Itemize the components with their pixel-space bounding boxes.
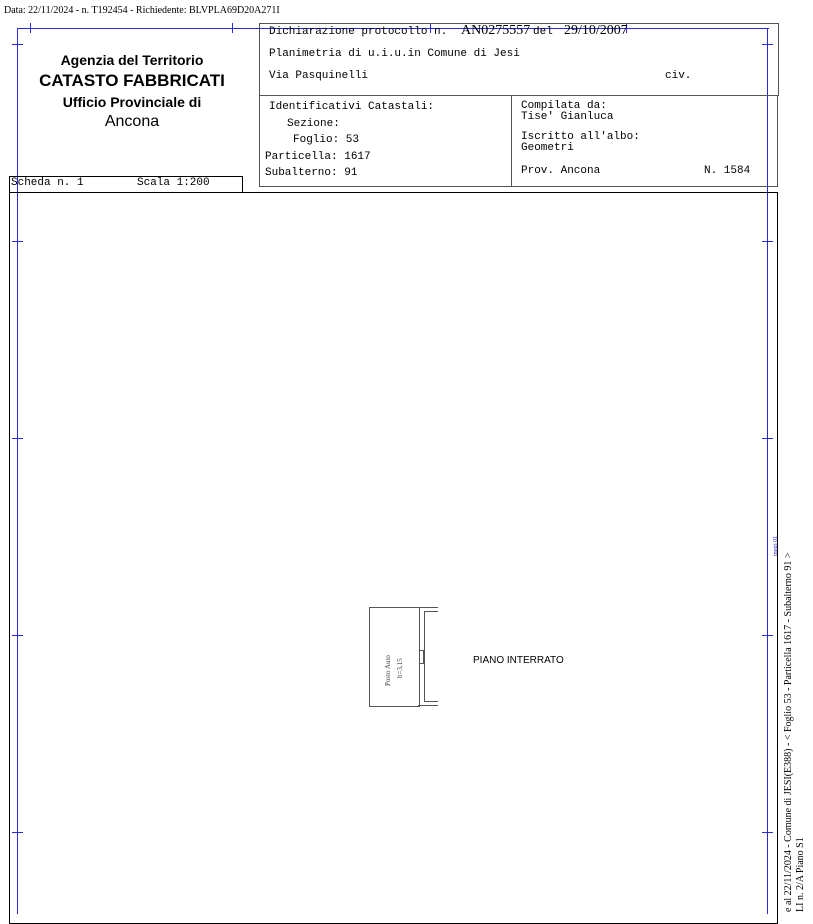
floor-label: PIANO INTERRATO [473, 655, 564, 666]
scale-bar-label: metri 01 [773, 535, 779, 556]
tick-left-1 [12, 44, 23, 45]
room-height: h=3,15 [396, 658, 404, 678]
room-label: Posto Auto [384, 655, 392, 686]
protocol-prefix: Dichiarazione protocollo n. [269, 26, 448, 38]
register-label: Iscritto all'albo: [521, 131, 640, 143]
agency-name: Agenzia del Territorio [60, 52, 204, 68]
request-metadata: Data: 22/11/2024 - n. T192454 - Richiedente: BLVPLA69D20A271I [4, 5, 280, 16]
parking-wall-top [418, 607, 438, 608]
subalterno: Subalterno: 91 [265, 167, 358, 179]
office-label: Ufficio Provinciale di [62, 94, 202, 110]
scale: Scala 1:200 [137, 177, 210, 189]
protocol-label [269, 26, 447, 38]
registration-number: N. 1584 [704, 165, 751, 177]
document-footer-vertical: e al 22/11/2024 - Comune di JESI(E388) - < Foglio 53 - Particella 1617 - Subalterno 91 > [783, 552, 794, 912]
civic-number: civ. [665, 70, 692, 82]
parking-space [369, 607, 420, 707]
document-footer-vertical-sub: LI n. 2/A Piano S1 [795, 837, 806, 912]
catasto-title: CATASTO FABBRICATI [39, 71, 225, 90]
plan-description: Planimetria di u.i.u.in Comune di Jesi [269, 48, 520, 60]
particella: Particella: 1617 [265, 151, 371, 163]
compiled-by-name: Tise' Gianluca [521, 111, 614, 123]
protocol-del: del [533, 26, 553, 38]
foglio: Foglio: 53 [293, 134, 360, 146]
parking-wall-bottom [418, 705, 438, 706]
compiled-by-label: Compilata da: [521, 100, 607, 112]
sezione: Sezione: [287, 118, 340, 130]
door-mark [419, 650, 424, 664]
parking-wall-inner-bottom [424, 701, 438, 702]
identifiers-title: Identificativi Catastali: [269, 101, 435, 113]
drawing-frame [9, 192, 778, 924]
office-city: Ancona [104, 113, 160, 130]
protocol-number: AN0275557 [461, 23, 531, 38]
tick-top-2 [232, 23, 233, 33]
parking-wall-inner-top [424, 611, 438, 612]
address: Via Pasquinelli [269, 70, 369, 82]
parking-wall-inner-side [424, 611, 425, 701]
register-value: Geometri [521, 142, 574, 154]
tick-top-1 [30, 23, 31, 33]
province: Prov. Ancona [521, 165, 601, 177]
protocol-date: 29/10/2007 [564, 23, 628, 38]
sheet-number: Scheda n. 1 [11, 177, 84, 189]
